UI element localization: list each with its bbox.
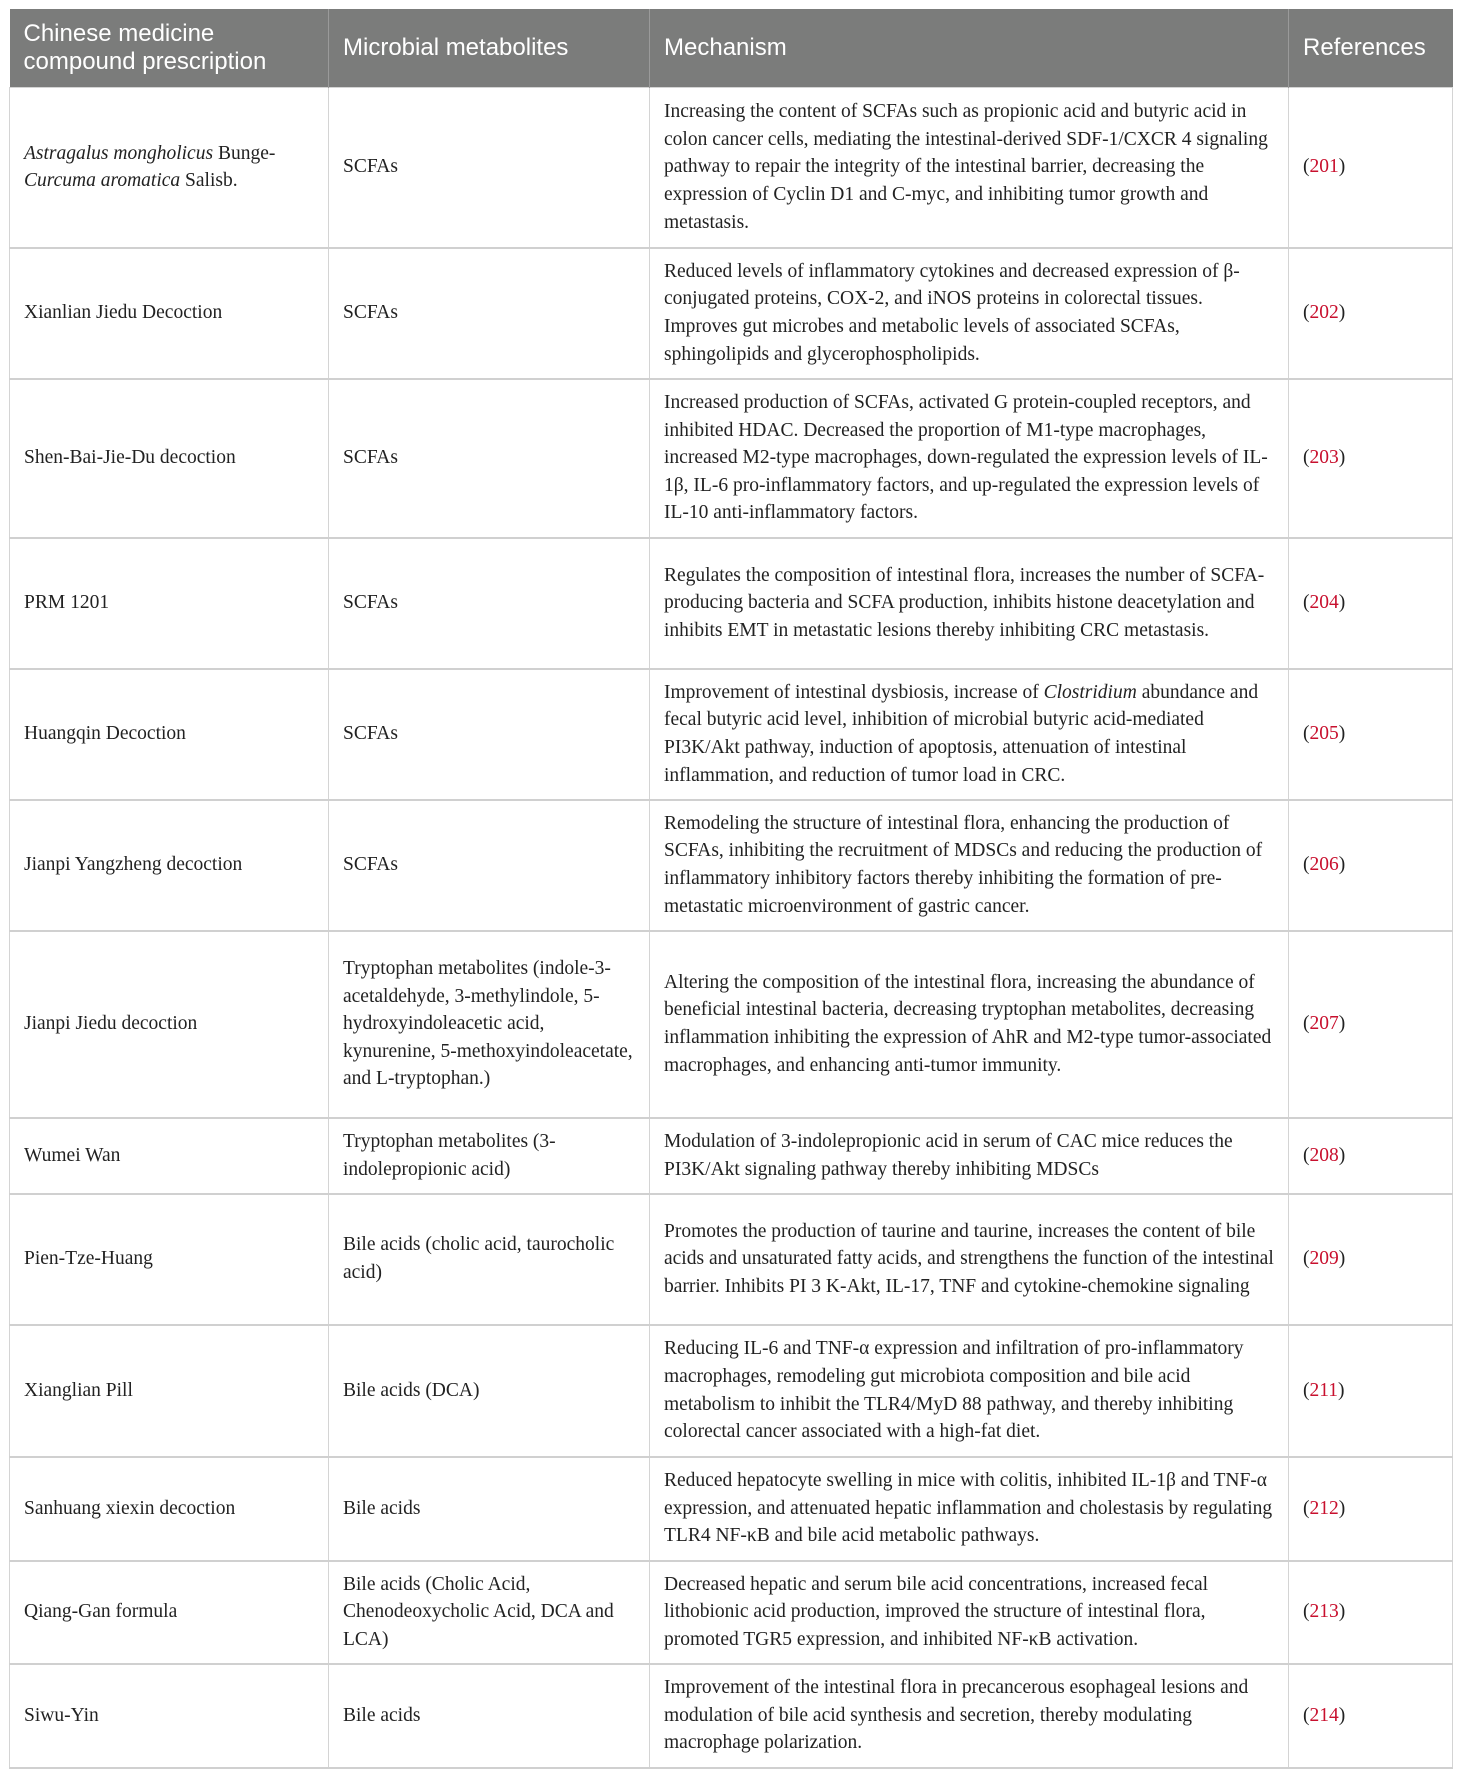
metabolites-cell: Bile acids: [329, 1457, 650, 1561]
prescription-name-part: Curcuma aromatica: [24, 170, 181, 192]
mechanism-text-part: Improvement of intestinal dysbiosis, increase of: [664, 681, 1044, 703]
reference-link[interactable]: 206: [1309, 854, 1339, 876]
paren-open: (: [1303, 854, 1310, 876]
prescription-cell: Pien-Tze-Huang: [10, 1194, 329, 1325]
paren-close: ): [1338, 1704, 1346, 1726]
paren-close: ): [1338, 854, 1346, 876]
mechanism-cell: Reducing IL-6 and TNF-α expression and infiltration of pro-inflammatory macrophages, remodeling gut microbiota composition and bile acid metabolism to inhibit the TLR4/MyD 88 pathway, and thereby inhibiting colorectal cancer associated with a high-fat diet.: [650, 1325, 1289, 1457]
prescription-cell: Siwu-Yin: [10, 1664, 329, 1768]
paren-close: ): [1338, 1379, 1345, 1401]
reference-link[interactable]: 211: [1309, 1379, 1339, 1401]
reference-cell: [1289, 669, 1453, 800]
paren-close: ): [1338, 592, 1346, 614]
paren-open: (: [1303, 302, 1310, 324]
mechanism-text-part: abundance and fecal butyric acid level, inhibition of microbial butyric acid-mediated PI3K/Akt pathway, induction of apoptosis, attenuation of intestinal inflammation, and reduction of tumor load in CRC.: [664, 681, 1259, 786]
reference-link[interactable]: 208: [1309, 1144, 1339, 1166]
mechanism-cell: Modulation of 3-indolepropionic acid in serum of CAC mice reduces the PI3K/Akt signaling pathway thereby inhibiting MDSCs: [650, 1118, 1289, 1194]
metabolites-cell: Bile acids: [329, 1664, 650, 1768]
prescription-cell: Qiang-Gan formula: [10, 1561, 329, 1664]
reference-cell: [1289, 538, 1453, 669]
reference-link[interactable]: 207: [1309, 1013, 1339, 1035]
prescription-name-part: Bunge-: [213, 142, 276, 164]
paren-close: ): [1338, 302, 1346, 324]
table-row: [10, 1194, 1453, 1325]
metabolites-cell: Bile acids (cholic acid, taurocholic acid): [329, 1194, 650, 1325]
paren-close: ): [1338, 1144, 1346, 1166]
reference-link[interactable]: 212: [1309, 1497, 1339, 1519]
metabolites-cell: Tryptophan metabolites (3-indolepropionic acid): [329, 1118, 650, 1194]
table-row: [10, 379, 1453, 538]
reference-cell: [1289, 1561, 1453, 1664]
prescription-name-part: Salisb.: [180, 170, 238, 192]
mechanism-cell: Altering the composition of the intestinal flora, increasing the abundance of beneficial intestinal bacteria, decreasing tryptophan metabolites, decreasing inflammation inhibiting the expression of AhR and M2-type tumor-associated macrophages, and enhancing anti-tumor immunity.: [650, 931, 1289, 1118]
metabolites-cell: SCFAs: [329, 88, 650, 248]
header-mechanism: Mechanism: [650, 9, 1289, 88]
paren-open: (: [1303, 1013, 1310, 1035]
prescription-cell: Huangqin Decoction: [10, 669, 329, 800]
paren-close: ): [1338, 1013, 1346, 1035]
reference-cell: [1289, 1664, 1453, 1768]
header-metabolites: Microbial metabolites: [329, 9, 650, 88]
metabolites-cell: Bile acids (DCA): [329, 1325, 650, 1457]
paren-close: ): [1338, 156, 1346, 178]
reference-link[interactable]: 204: [1309, 592, 1339, 614]
prescription-cell: Shen-Bai-Jie-Du decoction: [10, 379, 329, 538]
reference-cell: [1289, 379, 1453, 538]
paren-close: ): [1338, 447, 1346, 469]
reference-link[interactable]: 214: [1309, 1704, 1339, 1726]
prescription-cell: [10, 88, 329, 248]
header-prescription: Chinese medicine compound prescription: [10, 9, 329, 88]
table-row: [10, 538, 1453, 669]
header-row: [10, 9, 1453, 88]
reference-link[interactable]: 202: [1309, 302, 1339, 324]
reference-cell: [1289, 1457, 1453, 1561]
paren-open: (: [1303, 1497, 1310, 1519]
paren-open: (: [1303, 592, 1310, 614]
table-row: [10, 1561, 1453, 1664]
table-row: [10, 248, 1453, 379]
prescription-name-part: Astragalus mongholicus: [24, 142, 214, 164]
table-row: [10, 1664, 1453, 1768]
metabolites-cell: Bile acids (Cholic Acid, Chenodeoxycholic Acid, DCA and LCA): [329, 1561, 650, 1664]
mechanism-text-part: Clostridium: [1043, 681, 1137, 703]
mechanism-cell: Reduced hepatocyte swelling in mice with colitis, inhibited IL-1β and TNF-α expression, and attenuated hepatic inflammation and cholestasis by regulating TLR4 NF-κB and bile acid metabolic pathways.: [650, 1457, 1289, 1561]
table-row: [10, 669, 1453, 800]
metabolites-cell: SCFAs: [329, 800, 650, 931]
paren-open: (: [1303, 156, 1310, 178]
paren-open: (: [1303, 1704, 1310, 1726]
metabolites-cell: Tryptophan metabolites (indole-3-acetaldehyde, 3-methylindole, 5-hydroxyindoleacetic acid, kynurenine, 5-methoxyindoleacetate, and L-tryptophan.): [329, 931, 650, 1118]
metabolites-cell: SCFAs: [329, 379, 650, 538]
reference-cell: [1289, 248, 1453, 379]
reference-cell: [1289, 1118, 1453, 1194]
prescription-cell: Xianglian Pill: [10, 1325, 329, 1457]
reference-link[interactable]: 201: [1309, 156, 1339, 178]
paren-open: (: [1303, 1601, 1310, 1623]
metabolites-cell: SCFAs: [329, 538, 650, 669]
paren-open: (: [1303, 1144, 1310, 1166]
reference-cell: [1289, 931, 1453, 1118]
mechanism-cell: Improvement of the intestinal flora in precancerous esophageal lesions and modulation of bile acid synthesis and secretion, thereby modulating macrophage polarization.: [650, 1664, 1289, 1768]
prescription-cell: Xianlian Jiedu Decoction: [10, 248, 329, 379]
mechanism-cell: [650, 669, 1289, 800]
mechanism-cell: Increased production of SCFAs, activated G protein-coupled receptors, and inhibited HDAC. Decreased the proportion of M1-type macrophages, increased M2-type macrophages, down-regulated the expression levels of IL-1β, IL-6 pro-inflammatory factors, and up-regulated the expression levels of IL-10 anti-inflammatory factors.: [650, 379, 1289, 538]
mechanism-cell: Reduced levels of inflammatory cytokines and decreased expression of β-conjugated proteins, COX-2, and iNOS proteins in colorectal tissues. Improves gut microbes and metabolic levels of associated SCFAs, sphingolipids and glycerophospholipids.: [650, 248, 1289, 379]
reference-link[interactable]: 209: [1309, 1248, 1339, 1270]
paren-open: (: [1303, 1248, 1310, 1270]
reference-link[interactable]: 203: [1309, 447, 1339, 469]
paren-close: ): [1338, 1497, 1346, 1519]
reference-cell: [1289, 1325, 1453, 1457]
mechanism-cell: Increasing the content of SCFAs such as propionic acid and butyric acid in colon cancer cells, mediating the intestinal-derived SDF-1/CXCR 4 signaling pathway to repair the integrity of the intestinal barrier, decreasing the expression of Cyclin D1 and C-myc, and inhibiting tumor growth and metastasis.: [650, 88, 1289, 248]
prescription-table: [9, 9, 1453, 1769]
reference-link[interactable]: 205: [1309, 723, 1339, 745]
paren-close: ): [1338, 1601, 1346, 1623]
prescription-cell: Wumei Wan: [10, 1118, 329, 1194]
header-references: References: [1289, 9, 1453, 88]
table-row: [10, 931, 1453, 1118]
metabolites-cell: SCFAs: [329, 669, 650, 800]
paren-open: (: [1303, 1379, 1310, 1401]
mechanism-cell: Remodeling the structure of intestinal flora, enhancing the production of SCFAs, inhibiting the recruitment of MDSCs and reducing the production of inflammatory inhibitory factors thereby inhibiting the formation of pre-metastatic microenvironment of gastric cancer.: [650, 800, 1289, 931]
paren-close: ): [1338, 1248, 1346, 1270]
mechanism-cell: Regulates the composition of intestinal flora, increases the number of SCFA-producing bacteria and SCFA production, inhibits histone deacetylation and inhibits EMT in metastatic lesions thereby inhibiting CRC metastasis.: [650, 538, 1289, 669]
table-row: [10, 88, 1453, 248]
mechanism-cell: Decreased hepatic and serum bile acid concentrations, increased fecal lithobionic acid production, improved the structure of intestinal flora, promoted TGR5 expression, and inhibited NF-κB activation.: [650, 1561, 1289, 1664]
prescription-cell: Jianpi Jiedu decoction: [10, 931, 329, 1118]
prescription-cell: Sanhuang xiexin decoction: [10, 1457, 329, 1561]
reference-cell: [1289, 1194, 1453, 1325]
reference-link[interactable]: 213: [1309, 1601, 1339, 1623]
prescription-cell: PRM 1201: [10, 538, 329, 669]
metabolites-cell: SCFAs: [329, 248, 650, 379]
table-row: [10, 1457, 1453, 1561]
paren-open: (: [1303, 723, 1310, 745]
paren-close: ): [1338, 723, 1346, 745]
table-row: [10, 1325, 1453, 1457]
reference-cell: [1289, 88, 1453, 248]
mechanism-cell: Promotes the production of taurine and taurine, increases the content of bile acids and unsaturated fatty acids, and strengthens the function of the intestinal barrier. Inhibits PI 3 K-Akt, IL-17, TNF and cytokine-chemokine signaling: [650, 1194, 1289, 1325]
table-row: [10, 800, 1453, 931]
table-row: [10, 1118, 1453, 1194]
reference-cell: [1289, 800, 1453, 931]
prescription-cell: Jianpi Yangzheng decoction: [10, 800, 329, 931]
paren-open: (: [1303, 447, 1310, 469]
